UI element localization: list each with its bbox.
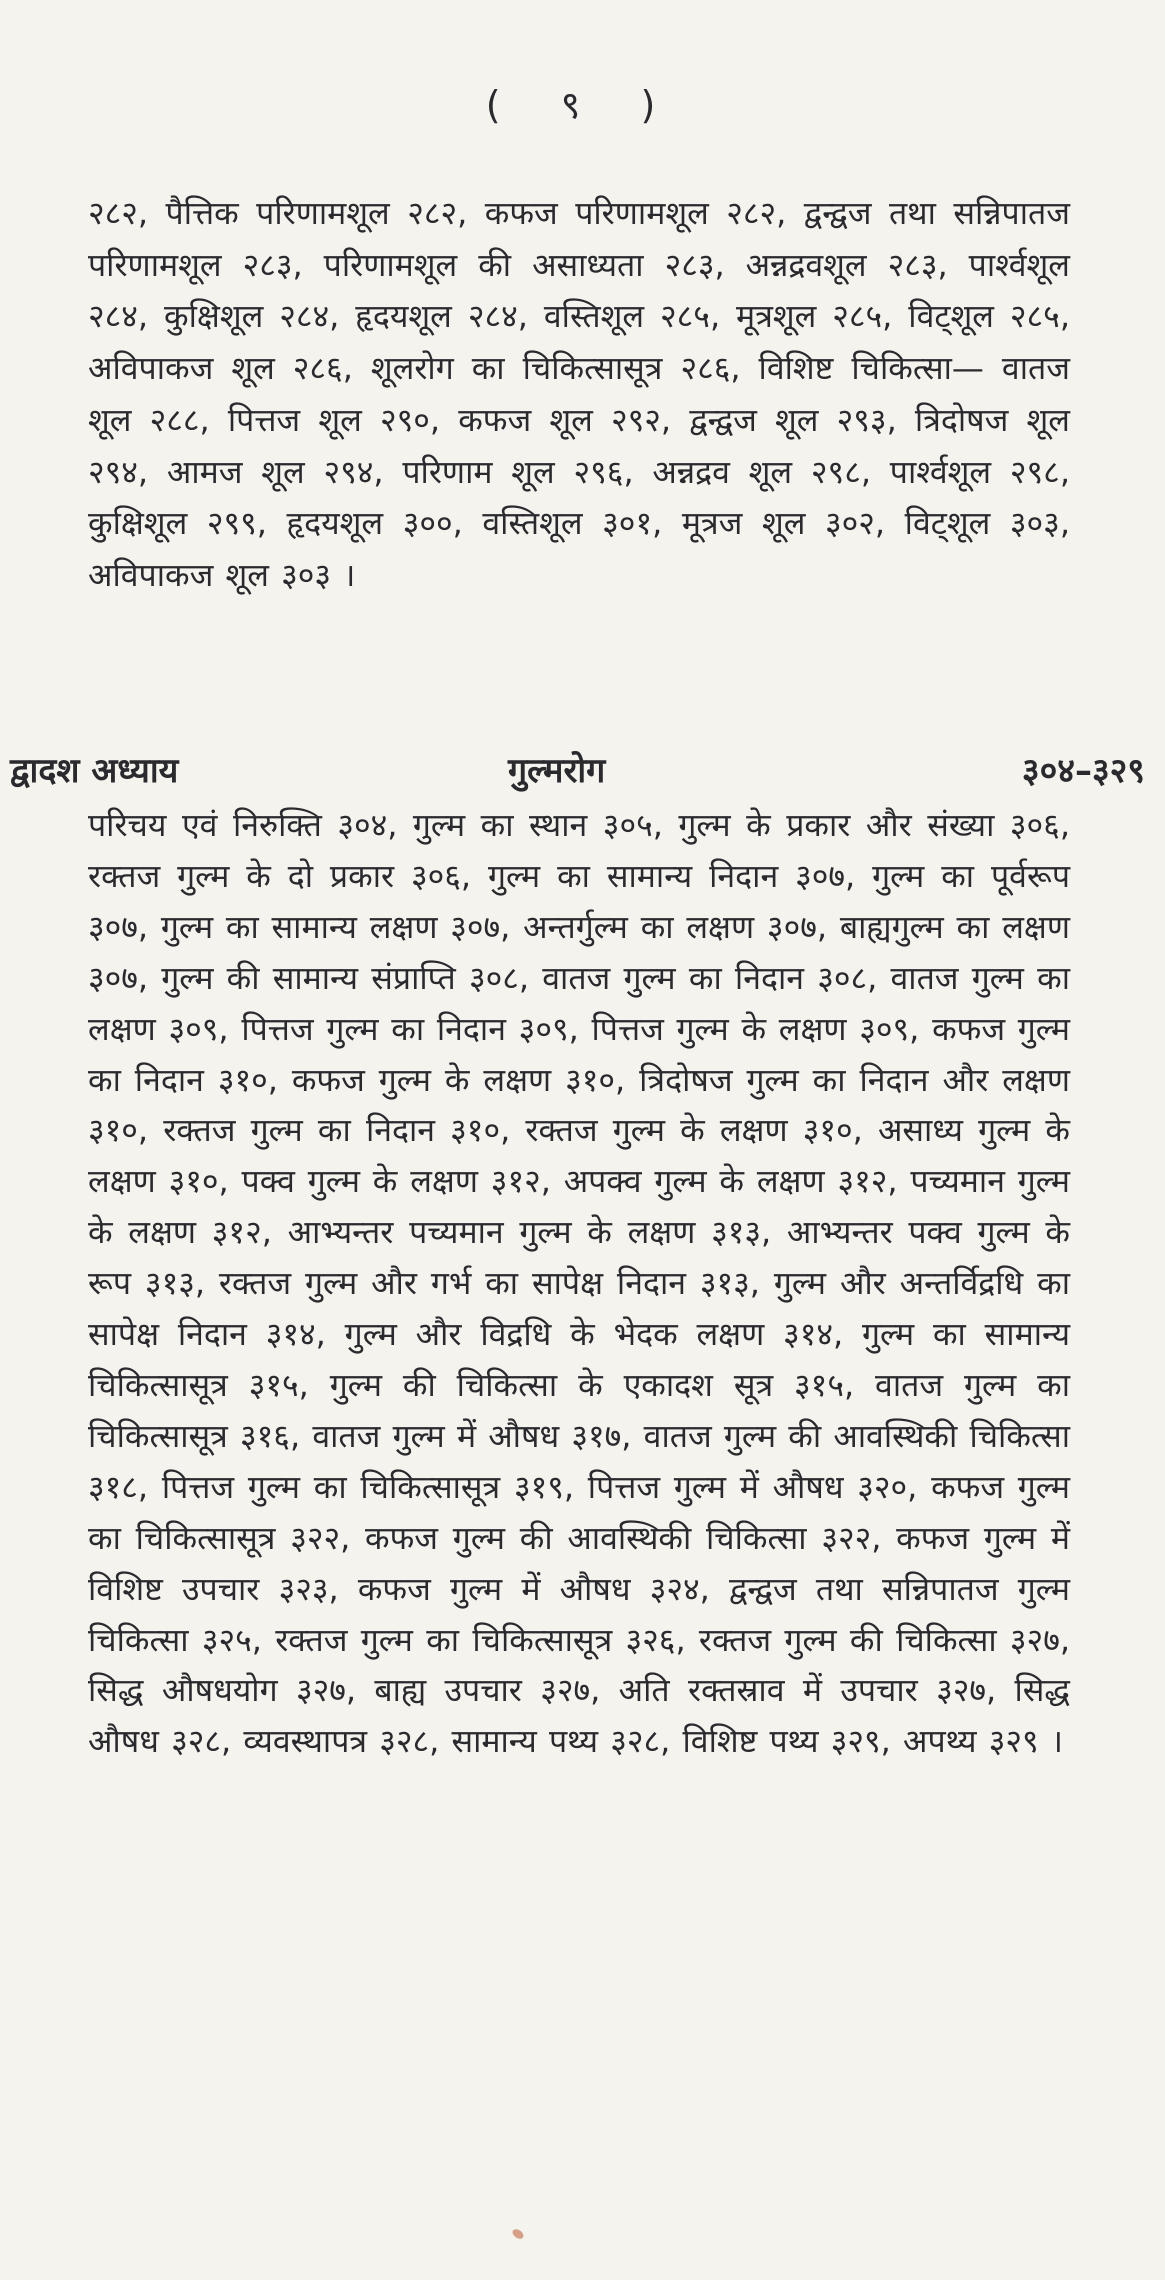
page-number: ( ९ )	[485, 83, 680, 127]
chapter-page-range: ३०४–३२९	[1021, 751, 1145, 791]
chapter-number: द्वादश अध्याय	[10, 751, 179, 791]
ink-mark	[511, 2227, 525, 2240]
chapter-title: गुल्मरोग	[508, 751, 606, 791]
contents-paragraph-shool: २८२, पैत्तिक परिणामशूल २८२, कफज परिणामशूल २८२, द्वन्द्वज तथा सन्निपातज परिणामशूल २८३, परिणामशूल की असाध्यता २८३, अन्नद्रवशूल २८३, पार्श्वशूल २८४, कुक्षिशूल २८४, हृदयशूल २८४, वस्तिशूल २८५, मूत्रशूल २८५, विट्‌शूल २८५, अविपाकज शूल २८६, शूलरोग का चिकित्सासूत्र २८६, विशिष्ट चिकित्सा— वातज शूल २८८, पित्तज शूल २९०, कफज शूल २९२, द्वन्द्वज शूल २९३, त्रिदोषज शूल २९४, आमज शूल २९४, परिणाम शूल २९६, अन्नद्रव शूल २९८, पार्श्वशूल २९८, कुक्षिशूल २९९, हृदयशूल ३००, वस्तिशूल ३०१, मूत्रज शूल ३०२, विट्‌शूल ३०३, अविपाकज शूल ३०३ ।	[88, 194, 1070, 594]
contents-paragraph-gulma: परिचय एवं निरुक्ति ३०४, गुल्म का स्थान ३०५, गुल्म के प्रकार और संख्या ३०६, रक्तज गुल्म के दो प्रकार ३०६, गुल्म का सामान्य निदान ३०७, गुल्म का पूर्वरूप ३०७, गुल्म का सामान्य लक्षण ३०७, अन्तर्गुल्म का लक्षण ३०७, बाह्यगुल्म का लक्षण ३०७, गुल्म की सामान्य संप्राप्ति ३०८, वातज गुल्म का निदान ३०८, वातज गुल्म का लक्षण ३०९, पित्तज गुल्म का निदान ३०९, पित्तज गुल्म के लक्षण ३०९, कफज गुल्म का निदान ३१०, कफज गुल्म के लक्षण ३१०, त्रिदोषज गुल्म का निदान और लक्षण ३१०, रक्तज गुल्म का निदान ३१०, रक्तज गुल्म के लक्षण ३१०, असाध्य गुल्म के लक्षण ३१०, पक्व गुल्म के लक्षण ३१२, अपक्व गुल्म के लक्षण ३१२, पच्यमान गुल्म के लक्षण ३१२, आभ्यन्तर पच्यमान गुल्म के लक्षण ३१३, आभ्यन्तर पक्व गुल्म के रूप ३१३, रक्तज गुल्म और गर्भ का सापेक्ष निदान ३१३, गुल्म और अन्तर्विद्रधि का सापेक्ष निदान ३१४, गुल्म और विद्रधि के भेदक लक्षण ३१४, गुल्म का सामान्य चिकित्सासूत्र ३१५, गुल्म की चिकित्सा के एकादश सूत्र ३१५, वातज गुल्म का चिकित्सासूत्र ३१६, वातज गुल्म में औषध ३१७, वातज गुल्म की आवस्थिकी चिकित्सा ३१८, पित्तज गुल्म का चिकित्सासूत्र ३१९, पित्तज गुल्म में औषध ३२०, कफज गुल्म का चिकित्सासूत्र ३२२, कफज गुल्म की आवस्थिकी चिकित्सा ३२२, कफज गुल्म में विशिष्ट उपचार ३२३, कफज गुल्म में औषध ३२४, द्वन्द्वज तथा सन्निपातज गुल्म चिकित्सा ३२५, रक्तज गुल्म का चिकित्सासूत्र ३२६, रक्तज गुल्म की चिकित्सा ३२७, सिद्ध औषधयोग ३२७, बाह्य उपचार ३२७, अति रक्तस्राव में उपचार ३२७, सिद्ध औषध ३२८, व्यवस्थापत्र ३२८, सामान्य पथ्य ३२८, विशिष्ट पथ्य ३२९, अपथ्य ३२९ ।	[88, 806, 1070, 1761]
chapter-heading	[10, 746, 1145, 798]
